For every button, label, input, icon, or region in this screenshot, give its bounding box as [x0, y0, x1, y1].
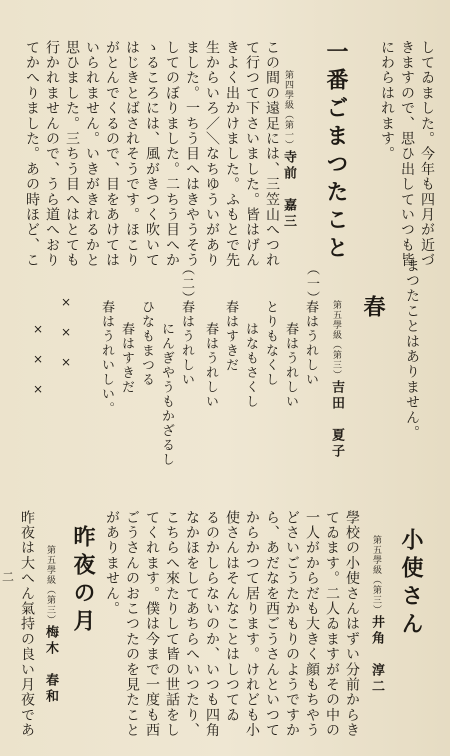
essay-line: からかつて居ります。けれども小	[244, 510, 260, 738]
poem-line: 春はうれしい	[203, 322, 218, 409]
byline-author: 吉田 夏子	[329, 380, 344, 460]
essay-line: がありません。	[104, 510, 120, 617]
essay-line: てかへりました。あの時ほど、こ	[24, 40, 40, 268]
poem-line: とりもなくし	[263, 300, 278, 387]
essay-title: 一番ごまつたこと	[323, 40, 349, 264]
section-divider-marks: × × ×	[59, 295, 73, 371]
essay-closing-line: まつたことはありません。	[404, 258, 420, 441]
poem-line: 春はすきだ	[223, 300, 238, 373]
essay-line: この間の遠足には、三笠山へつれ	[264, 40, 280, 268]
byline-author: 寺前 嘉三	[281, 150, 296, 230]
essay-byline	[370, 535, 383, 695]
essay-line: 學校の小使さんはずい分前からき	[344, 510, 360, 738]
poem-line: 春はうれしい	[179, 300, 194, 387]
poem-line: にんぎやうもかざるし	[159, 322, 174, 467]
essay-line: 行かれませんので、うら道へおり	[44, 40, 60, 268]
essay-line: きよく出かけました。ふもとで先	[224, 40, 240, 268]
essay-line: 思ひました。三ちう目へはとても	[64, 40, 80, 268]
essay-byline	[282, 70, 295, 230]
byline-author: 井角 淳二	[369, 615, 384, 695]
essay-line: 昨夜は大へん氣持の良い月夜であ	[19, 510, 35, 738]
essay-line: ごうさんのおこつたのを見たこと	[124, 510, 140, 738]
poem-line: 春はうれしい	[303, 300, 318, 387]
poem-line: ひなもまつる	[139, 300, 154, 387]
poem-title: 春	[360, 295, 386, 323]
continuation-line: きますので、思ひ出していつも皆	[399, 40, 415, 268]
poem-line: 春はうれしい	[283, 322, 298, 409]
essay-line: がとんでくるので、目をあけては	[104, 40, 120, 268]
continuation-line: にわらはれます。	[379, 40, 395, 162]
essay-line: てゐます。二人ゐますがその中の	[324, 510, 340, 738]
essay-line: て行つて下さいました。皆はげん	[244, 40, 260, 268]
poem-line: 春はうれいしい。	[99, 300, 114, 416]
essay-line: どさいごうたかもりのようですか	[284, 510, 300, 738]
essay-line: ゝるころには、風がきつく吹いて	[144, 40, 160, 268]
essay-line: いられません。いきがきれるかと	[84, 40, 100, 268]
essay-line: 使さんはそんなことはしつてゐ	[224, 510, 240, 723]
essay-line: ました。一ちう目へはきやうそう	[184, 40, 200, 268]
essay-line: ら、あだなを西ごうさんといつて	[264, 510, 280, 738]
poem-line: 春はすきだ	[119, 322, 134, 395]
essay-byline	[44, 545, 57, 705]
essay-line: はじきとばされそうです。ほこり	[124, 40, 140, 268]
essay-line: 一人がからだも大きく顔もちやう	[304, 510, 320, 738]
byline-grade: 第五學級（第三）	[371, 535, 381, 615]
section-divider-marks: × × ×	[31, 322, 45, 398]
essay-line: なかほをしてあちらへいつたり、	[184, 510, 200, 738]
poem-line: はなもさくし	[243, 322, 258, 409]
continuation-line: してゐました。今年も四月が近づ	[419, 40, 435, 268]
byline-grade: 第五學級（第三）	[331, 300, 341, 380]
byline-grade: 第五學級（第三）	[45, 545, 55, 625]
essay-title: 昨夜の月	[70, 525, 96, 637]
poem-section-marker: （二）	[179, 262, 194, 306]
essay-line: 生からいろ／＼なちゆういがあり	[204, 40, 220, 268]
byline-grade: 第四學級（第一）	[283, 70, 293, 150]
essay-line: てくれます。僕は今まで一度も西	[144, 510, 160, 738]
page-number: 二	[2, 570, 15, 584]
poem-byline	[330, 300, 343, 460]
poem-section-marker: （一）	[304, 262, 319, 306]
essay-line: こちらへ來たりして皆の世話をし	[164, 510, 180, 738]
essay-line: るのかしらないのか、いつも四角	[204, 510, 220, 738]
essay-title: 小使さん	[398, 528, 424, 640]
byline-author: 梅木 春和	[43, 625, 58, 705]
essay-line: してのぼりました。二ちう目へか	[164, 40, 180, 268]
